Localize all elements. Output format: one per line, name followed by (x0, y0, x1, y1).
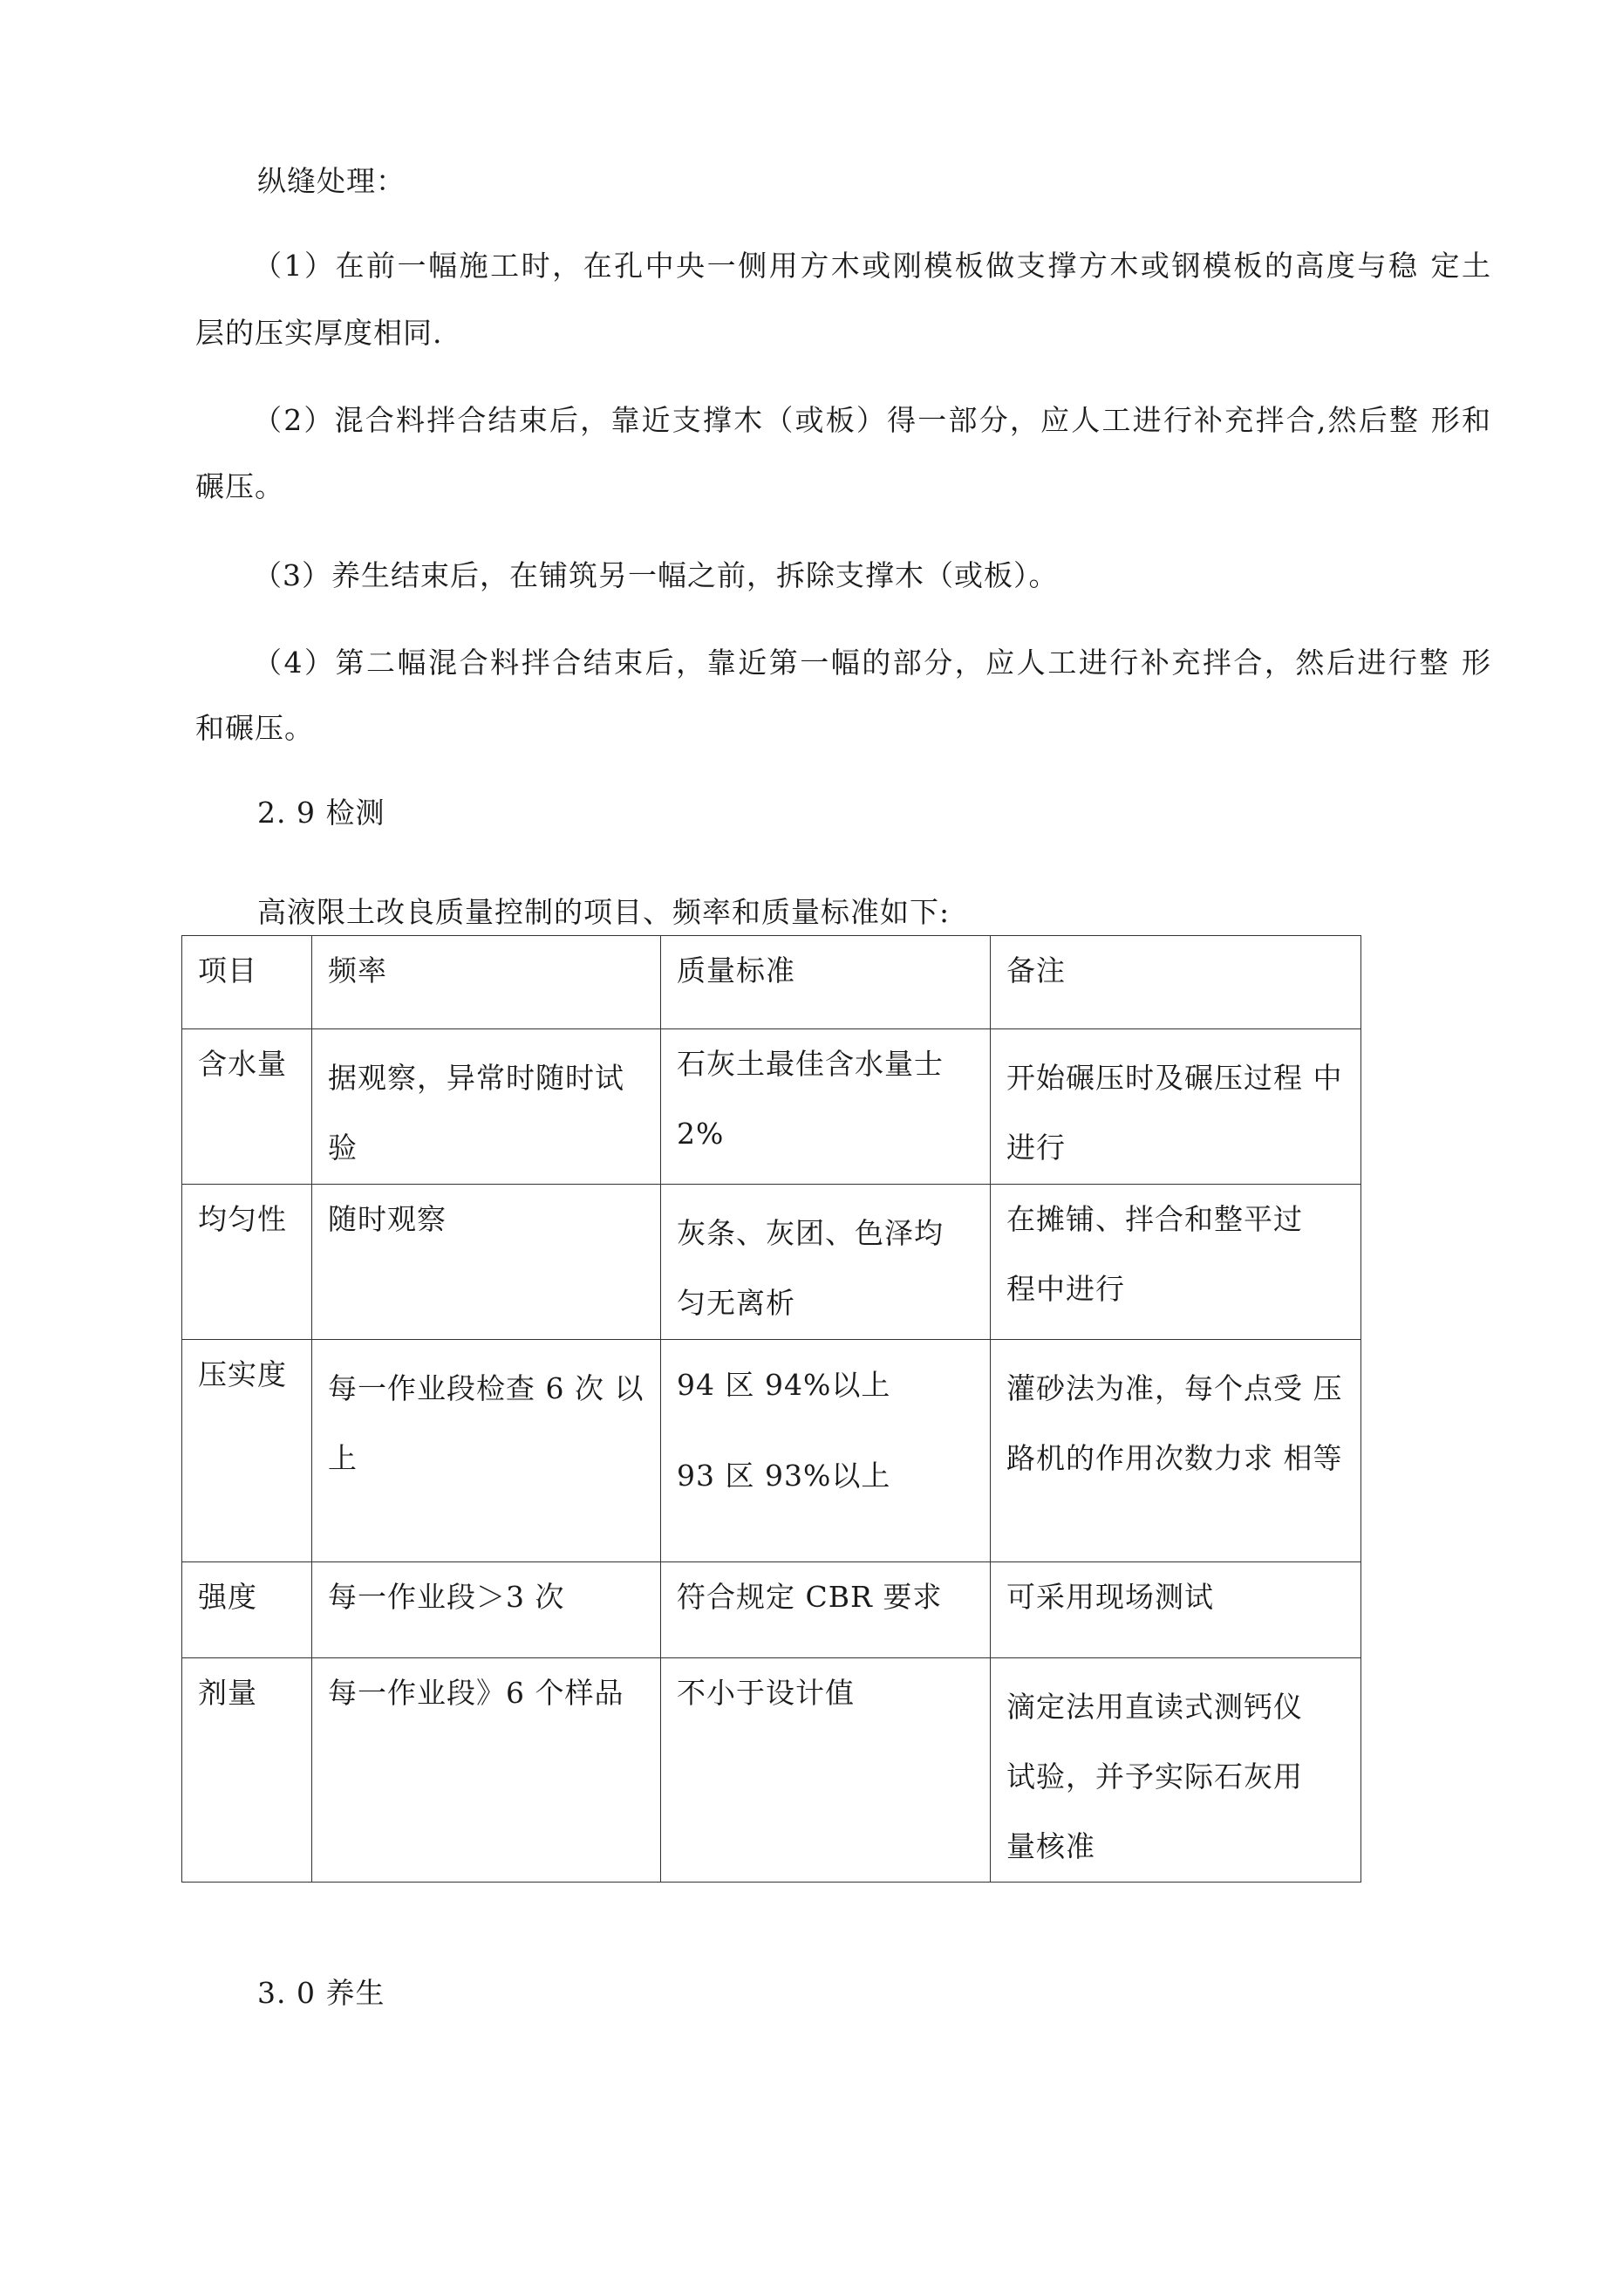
table-row (182, 1658, 1361, 1883)
joint-heading: 纵缝处理： (257, 164, 406, 198)
table-row (182, 1029, 1361, 1185)
table-row (182, 1562, 1361, 1658)
header-note: 备注 (991, 936, 1361, 1029)
cell-item: 强度 (182, 1562, 312, 1658)
cell-note: 可采用现场测试 (991, 1562, 1361, 1658)
table-row (182, 1185, 1361, 1340)
section-3-0-heading: 3. 0 养生 (257, 1976, 385, 2010)
joint-item-3-line1: （3）养生结束后，在铺筑另一幅之前，拆除支撑木（或板）。 (253, 558, 1059, 592)
joint-item-1-line1: （1）在前一幅施工时，在孔中央一侧用方木或刚模板做支撑方木或钢模板的高度与稳 定土 (253, 249, 1491, 283)
cell-frequency: 据观察，异常时随时试 验 (312, 1029, 661, 1185)
section-2-9-heading: 2. 9 检测 (257, 796, 385, 830)
cell-frequency: 随时观察 (312, 1185, 661, 1340)
cell-note: 灌砂法为准，每个点受 压 路机的作用次数力求 相等 (991, 1340, 1361, 1562)
joint-item-4-line2: 和碾压。 (195, 711, 314, 745)
joint-item-1-line2: 层的压实厚度相同. (195, 316, 443, 350)
cell-item: 压实度 (182, 1340, 312, 1562)
header-standard: 质量标准 (661, 936, 991, 1029)
cell-note: 滴定法用直读式测钙仪 试验，并予实际石灰用 量核准 (991, 1658, 1361, 1883)
cell-item: 剂量 (182, 1658, 312, 1883)
cell-note: 开始碾压时及碾压过程 中 进行 (991, 1029, 1361, 1185)
table-row (182, 1340, 1361, 1562)
joint-item-2-line1: （2）混合料拌合结束后，靠近支撑木（或板）得一部分，应人工进行补充拌合,然后整 形和 (253, 403, 1491, 437)
joint-item-2-line2: 碾压。 (195, 469, 284, 503)
cell-standard: 石灰土最佳含水量士 2% (661, 1029, 991, 1185)
cell-standard: 不小于设计值 (661, 1658, 991, 1883)
cell-item: 含水量 (182, 1029, 312, 1185)
quality-control-table (181, 935, 1361, 1883)
cell-frequency: 每一作业段》6 个样品 (312, 1658, 661, 1883)
section-2-9-intro: 高液限土改良质量控制的项目、频率和质量标准如下: (257, 895, 951, 929)
cell-standard: 符合规定 CBR 要求 (661, 1562, 991, 1658)
joint-item-4-line1: （4）第二幅混合料拌合结束后，靠近第一幅的部分，应人工进行补充拌合，然后进行整 形 (253, 646, 1491, 680)
header-item: 项目 (182, 936, 312, 1029)
cell-frequency: 每一作业段检查 6 次 以 上 (312, 1340, 661, 1562)
cell-standard: 灰条、灰团、色泽均 匀无离析 (661, 1185, 991, 1340)
table-header-row (182, 936, 1361, 1029)
cell-frequency: 每一作业段＞3 次 (312, 1562, 661, 1658)
cell-standard: 94 区 94%以上 93 区 93%以上 (661, 1340, 991, 1562)
cell-note: 在摊铺、拌合和整平过 程中进行 (991, 1185, 1361, 1340)
cell-item: 均匀性 (182, 1185, 312, 1340)
header-frequency: 频率 (312, 936, 661, 1029)
